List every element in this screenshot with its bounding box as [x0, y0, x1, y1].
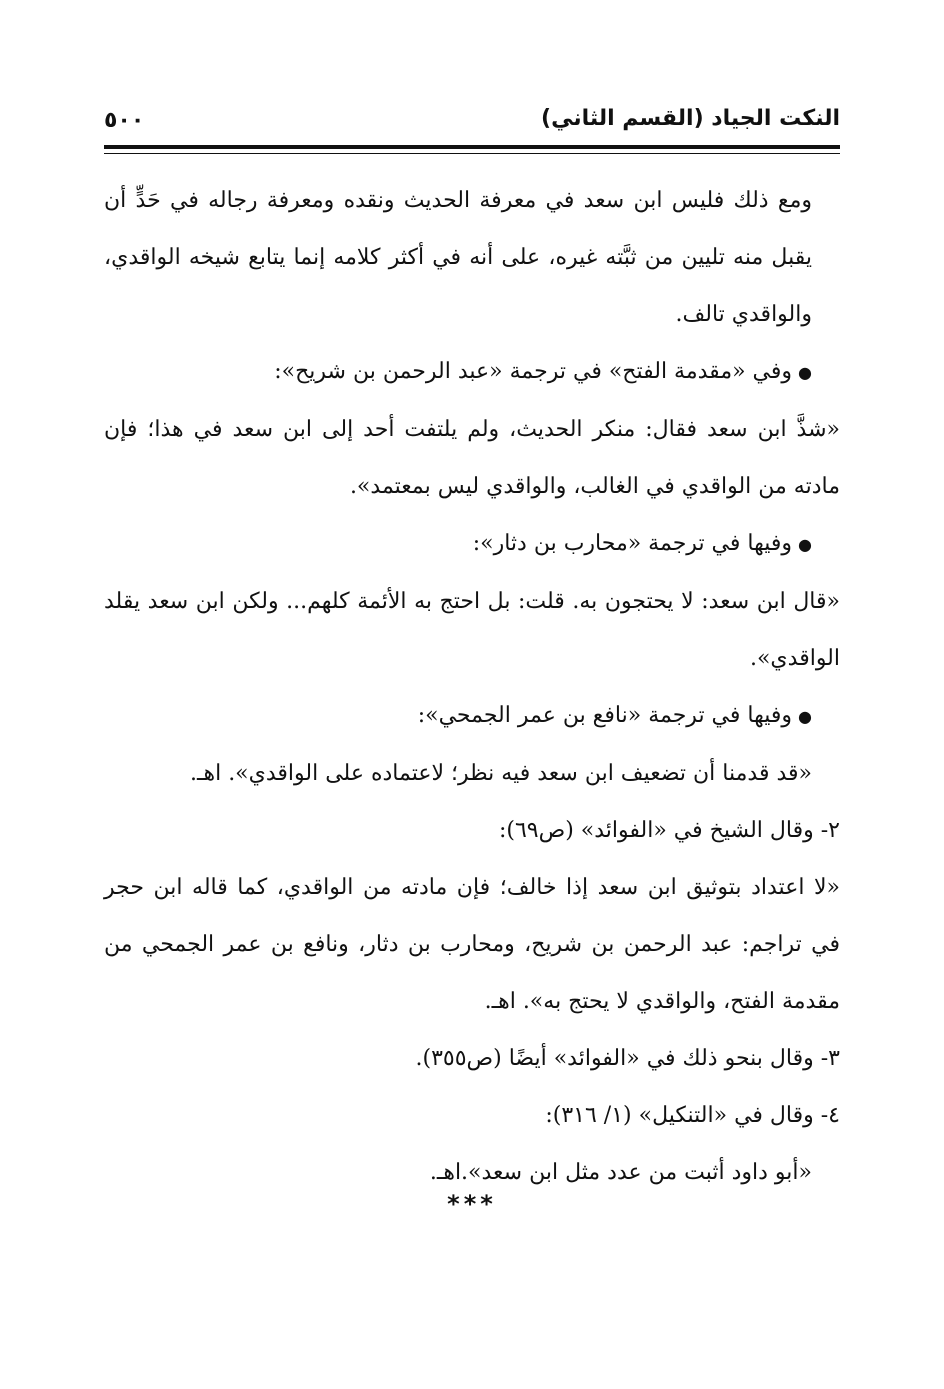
paragraph-text: «أبو داود أثبت من عدد مثل ابن سعد».اهـ. — [429, 1160, 812, 1185]
paragraph — [104, 1030, 840, 1087]
header-rule-thin — [104, 153, 840, 154]
paragraph-text: «لا اعتداد بتوثيق ابن سعد إذا خالف؛ فإن مادته من الواقدي، كما قاله ابن حجر في تراجم: عبد الرحمن بن شريح، ومحارب بن دثار، ونافع بن عمر الجمحي من مقدمة الفتح، والواقدي لا يحتج به». اهـ. — [104, 875, 840, 1014]
paragraph — [104, 172, 840, 343]
paragraph — [104, 401, 840, 515]
paragraph — [104, 515, 840, 573]
body-text — [104, 172, 840, 1201]
paragraph-text: وفيها في ترجمة «محارب بن دثار»: — [472, 531, 793, 556]
paragraph — [104, 802, 840, 859]
section-separator-stars: *** — [447, 1190, 497, 1218]
page-header — [104, 102, 840, 142]
paragraph-text: ومع ذلك فليس ابن سعد في معرفة الحديث ونقده ومعرفة رجاله في حَدٍّ أن يقبل منه تليين من ثبَّته غيره، على أنه في أكثر كلامه إنما يتابع شيخه الواقدي، والواقدي تالف. — [104, 188, 812, 327]
paragraph-text: «قد قدمنا أن تضعيف ابن سعد فيه نظر؛ لاعتماده على الواقدي». اهـ. — [190, 761, 812, 786]
paragraph-text: «شذَّ ابن سعد فقال: منكر الحديث، ولم يلتفت أحد إلى ابن سعد في هذا؛ فإن مادته من الواقدي في الغالب، والواقدي ليس بمعتمد». — [104, 417, 840, 499]
bullet-icon: ● — [798, 707, 812, 726]
paragraph-text: ٤- وقال في «التنكيل» (١/ ٣١٦): — [545, 1103, 840, 1128]
bullet-icon: ● — [798, 535, 812, 554]
paragraph-text: وفي «مقدمة الفتح» في ترجمة «عبد الرحمن بن شريح»: — [274, 359, 793, 384]
paragraph — [104, 745, 840, 802]
paragraph — [104, 573, 840, 687]
paragraph-text: ٣- وقال بنحو ذلك في «الفوائد» أيضًا (ص٣٥٥). — [415, 1046, 840, 1071]
running-title: النكت الجياد (القسم الثاني) — [541, 106, 840, 131]
paragraph — [104, 1087, 840, 1144]
paragraph-text: ٢- وقال الشيخ في «الفوائد» (ص٦٩): — [498, 818, 840, 843]
paragraph-text: «قال ابن سعد: لا يحتجون به. قلت: بل احتج به الأئمة كلهم... ولكن ابن سعد يقلد الواقدي». — [104, 589, 840, 671]
paragraph — [104, 859, 840, 1030]
bullet-icon: ● — [798, 363, 812, 382]
paragraph — [104, 343, 840, 401]
header-rule-thick — [104, 145, 840, 149]
paragraph — [104, 687, 840, 745]
paragraph-text: وفيها في ترجمة «نافع بن عمر الجمحي»: — [417, 703, 793, 728]
page-number: ٥٠٠ — [104, 108, 145, 133]
